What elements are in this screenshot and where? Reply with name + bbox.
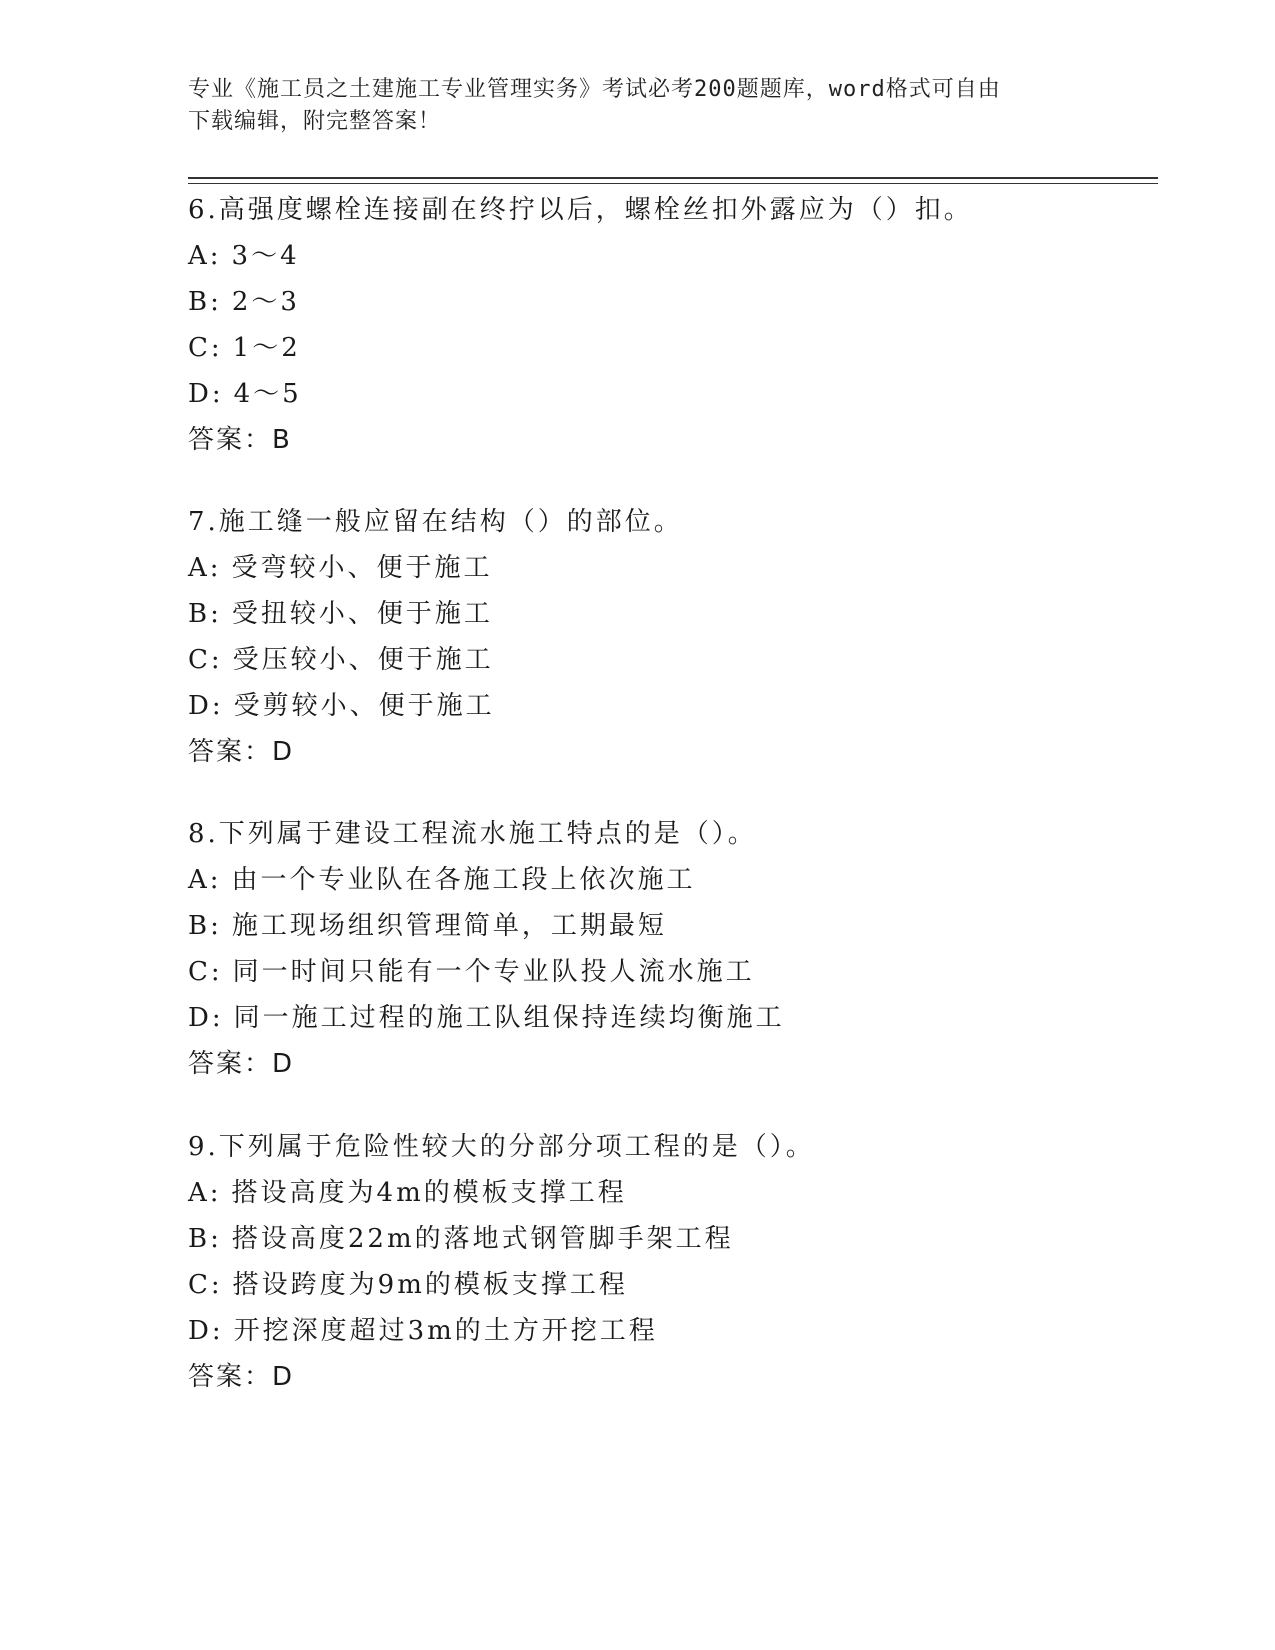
question-stem: 7.施工缝一般应留在结构（）的部位。 xyxy=(188,507,683,537)
option-c xyxy=(188,325,1148,371)
question-stem: 8.下列属于建设工程流水施工特点的是（）。 xyxy=(188,819,757,849)
option-text: 1～2 xyxy=(232,333,301,363)
option-text: 开挖深度超过3m的土方开挖工程 xyxy=(233,1316,658,1346)
header-divider-thin xyxy=(188,183,1158,184)
option-label: D: xyxy=(188,1003,224,1033)
option-label: D: xyxy=(188,1316,224,1346)
option-c xyxy=(188,1262,1148,1308)
option-text: 搭设高度22m的落地式钢管脚手架工程 xyxy=(231,1224,734,1254)
answer-line: 答案：D xyxy=(188,1362,295,1392)
option-label: B: xyxy=(188,911,222,941)
header-line-1: 专业《施工员之土建施工专业管理实务》考试必考200题题库，word格式可自由 xyxy=(188,77,1001,102)
option-text: 4～5 xyxy=(233,379,302,409)
option-label: D: xyxy=(188,379,224,409)
header-line-2: 下载编辑，附完整答案！ xyxy=(188,109,442,134)
option-a xyxy=(188,545,1148,591)
option-text: 受压较小、便于施工 xyxy=(232,645,494,675)
question-stem: 6.高强度螺栓连接副在终拧以后，螺栓丝扣外露应为（）扣。 xyxy=(188,195,973,225)
option-text: 同一施工过程的施工队组保持连续均衡施工 xyxy=(233,1003,785,1033)
option-b xyxy=(188,591,1148,637)
option-text: 2～3 xyxy=(231,287,300,317)
option-label: B: xyxy=(188,599,222,629)
option-d xyxy=(188,371,1148,417)
option-text: 搭设跨度为9m的模板支撑工程 xyxy=(232,1270,628,1300)
option-c xyxy=(188,949,1148,995)
option-d xyxy=(188,1308,1148,1354)
option-label: C: xyxy=(188,333,223,363)
option-b xyxy=(188,903,1148,949)
header-divider-thick xyxy=(188,177,1158,179)
option-label: D: xyxy=(188,691,224,721)
document-header xyxy=(188,74,1068,138)
option-b xyxy=(188,1216,1148,1262)
option-text: 搭设高度为4m的模板支撑工程 xyxy=(231,1178,627,1208)
option-label: C: xyxy=(188,645,223,675)
option-a xyxy=(188,1170,1148,1216)
answer-line: 答案：D xyxy=(188,1049,295,1079)
option-text: 由一个专业队在各施工段上依次施工 xyxy=(231,865,696,895)
option-d xyxy=(188,683,1148,729)
option-text: 施工现场组织管理简单，工期最短 xyxy=(231,911,667,941)
option-label: C: xyxy=(188,1270,223,1300)
option-text: 3～4 xyxy=(231,241,300,271)
option-label: B: xyxy=(188,287,222,317)
question-6 xyxy=(188,187,1148,463)
option-label: C: xyxy=(188,957,223,987)
option-c xyxy=(188,637,1148,683)
question-8 xyxy=(188,811,1148,1087)
question-7 xyxy=(188,499,1148,775)
option-b xyxy=(188,279,1148,325)
option-a xyxy=(188,857,1148,903)
question-9 xyxy=(188,1124,1148,1400)
question-stem: 9.下列属于危险性较大的分部分项工程的是（）。 xyxy=(188,1132,815,1162)
option-label: A: xyxy=(188,865,222,895)
answer-line: 答案：D xyxy=(188,737,295,767)
option-text: 受弯较小、便于施工 xyxy=(231,553,493,583)
option-label: A: xyxy=(188,553,222,583)
option-text: 受扭较小、便于施工 xyxy=(231,599,493,629)
option-a xyxy=(188,233,1148,279)
option-label: A: xyxy=(188,241,222,271)
answer-line: 答案：B xyxy=(188,425,292,455)
option-text: 同一时间只能有一个专业队投人流水施工 xyxy=(232,957,755,987)
option-label: B: xyxy=(188,1224,222,1254)
option-label: A: xyxy=(188,1178,222,1208)
option-text: 受剪较小、便于施工 xyxy=(233,691,495,721)
option-d xyxy=(188,995,1148,1041)
